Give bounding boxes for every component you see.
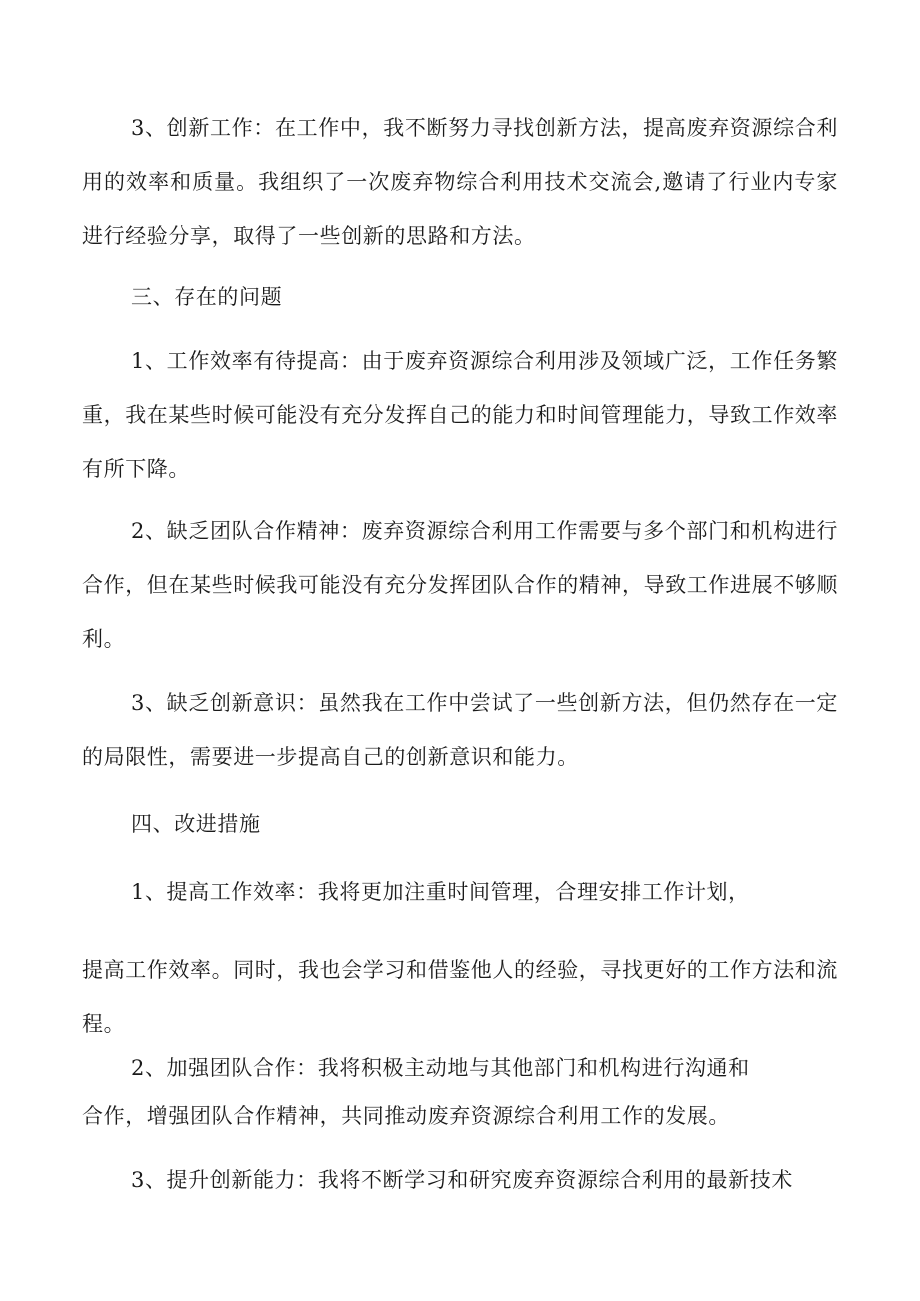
paragraph-innovation-problem: 3、缺乏创新意识：虽然我在工作中尝试了一些创新方法，但仍然存在一定的局限性，需要进一步提高自己的创新意识和能力。: [82, 691, 838, 769]
paragraph-teamwork-problem: 2、缺乏团队合作精神：废弃资源综合利用工作需要与多个部门和机构进行合作，但在某些时候我可能没有充分发挥团队合作的精神，导致工作进展不够顺利。: [82, 519, 838, 651]
paragraph-innovation-work: 3、创新工作：在工作中，我不断努力寻找创新方法，提高废弃资源综合利用的效率和质量。我组织了一次废弃物综合利用技术交流会,邀请了行业内专家进行经验分享，取得了一些创新的思路和方法。: [82, 116, 838, 248]
paragraph-enhance-innovation: 3、提升创新能力：我将不断学习和研究废弃资源综合利用的最新技术: [131, 1168, 793, 1192]
paragraph-improve-efficiency-continued: 提高工作效率。同时，我也会学习和借鉴他人的经验，寻找更好的工作方法和流程。: [82, 958, 838, 1036]
heading-existing-problems: 三、存在的问题: [131, 285, 283, 309]
heading-improvement-measures: 四、改进措施: [131, 812, 261, 836]
paragraph-strengthen-teamwork-continued: 合作，增强团队合作精神，共同推动废弃资源综合利用工作的发展。: [82, 1104, 730, 1128]
paragraph-improve-efficiency-first-line: 1、提高工作效率：我将更加注重时间管理，合理安排工作计划，: [131, 880, 750, 904]
paragraph-strengthen-teamwork-first-line: 2、加强团队合作：我将积极主动地与其他部门和机构进行沟通和: [131, 1056, 750, 1080]
paragraph-efficiency-problem: 1、工作效率有待提高：由于废弃资源综合利用涉及领域广泛，工作任务繁重，我在某些时候可能没有充分发挥自己的能力和时间管理能力，导致工作效率有所下降。: [82, 349, 838, 481]
